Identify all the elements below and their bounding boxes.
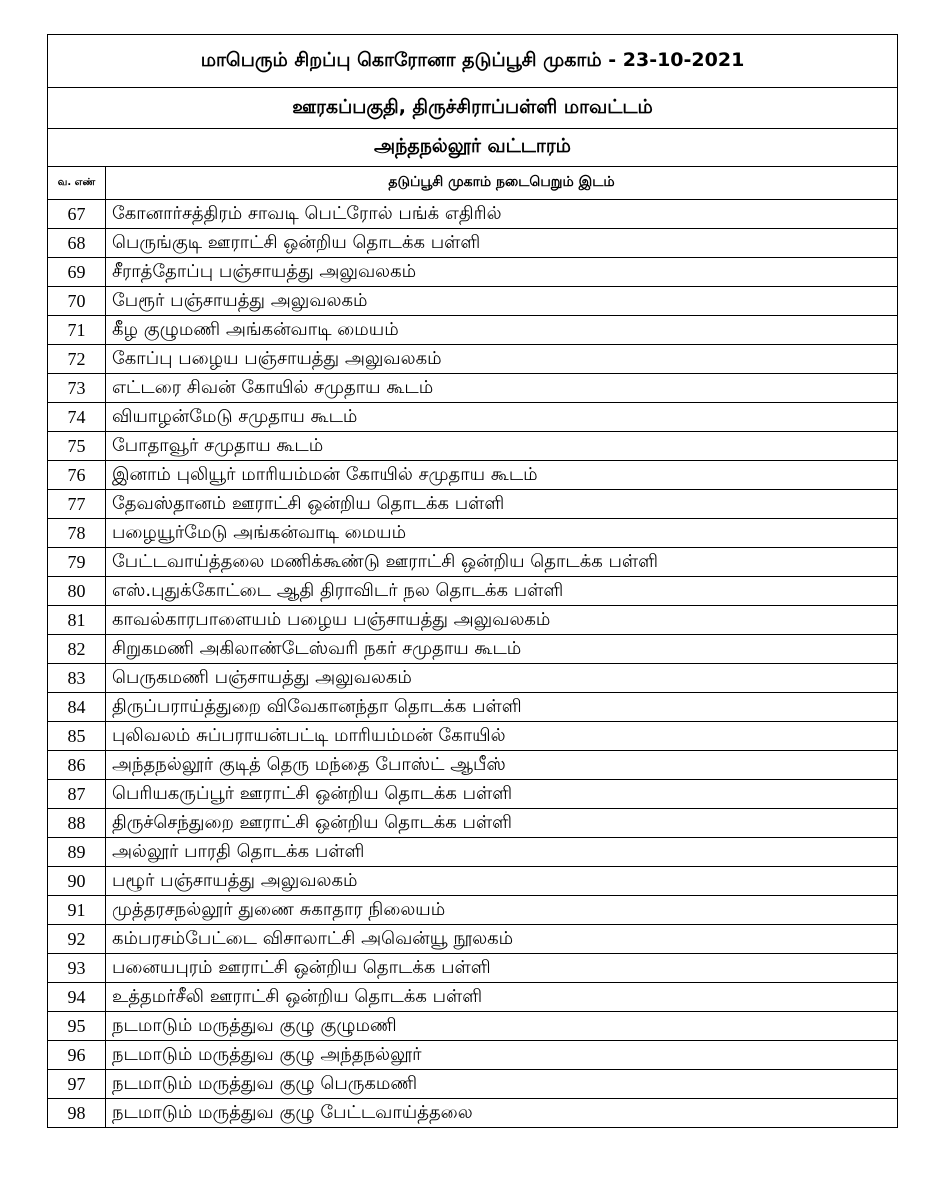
row-place: கீழ குழுமணி அங்கன்வாடி மையம் <box>106 316 898 345</box>
row-number: 70 <box>48 287 106 316</box>
row-place: பெருங்குடி ஊராட்சி ஒன்றிய தொடக்க பள்ளி <box>106 229 898 258</box>
table-row <box>48 548 898 577</box>
row-number: 85 <box>48 722 106 751</box>
table-row <box>48 983 898 1012</box>
row-number: 86 <box>48 751 106 780</box>
table-row <box>48 780 898 809</box>
row-number: 91 <box>48 896 106 925</box>
row-number: 88 <box>48 809 106 838</box>
table-row <box>48 403 898 432</box>
table-row <box>48 606 898 635</box>
row-number: 81 <box>48 606 106 635</box>
row-place: பழையூர்மேடு அங்கன்வாடி மையம் <box>106 519 898 548</box>
table-row <box>48 258 898 287</box>
row-number: 77 <box>48 490 106 519</box>
row-number: 79 <box>48 548 106 577</box>
row-place: கம்பரசம்பேட்டை விசாலாட்சி அவென்யூ நூலகம் <box>106 925 898 954</box>
row-number: 76 <box>48 461 106 490</box>
row-place: திருச்செந்துறை ஊராட்சி ஒன்றிய தொடக்க பள்ளி <box>106 809 898 838</box>
table-row <box>48 693 898 722</box>
table-row <box>48 1070 898 1099</box>
table-row <box>48 200 898 229</box>
row-place: காவல்காரபாளையம் பழைய பஞ்சாயத்து அலுவலகம் <box>106 606 898 635</box>
row-number: 93 <box>48 954 106 983</box>
table-row <box>48 838 898 867</box>
row-place: பெருகமணி பஞ்சாயத்து அலுவலகம் <box>106 664 898 693</box>
column-header-place: தடுப்பூசி முகாம் நடைபெறும் இடம் <box>106 167 898 200</box>
table-row <box>48 1099 898 1128</box>
vaccination-camp-table <box>47 34 898 1128</box>
row-number: 74 <box>48 403 106 432</box>
row-place: அல்லூர் பாரதி தொடக்க பள்ளி <box>106 838 898 867</box>
row-number: 98 <box>48 1099 106 1128</box>
table-row <box>48 577 898 606</box>
row-number: 68 <box>48 229 106 258</box>
row-number: 84 <box>48 693 106 722</box>
block-name: அந்தநல்லூர் வட்டாரம் <box>48 129 898 167</box>
row-number: 90 <box>48 867 106 896</box>
row-place: நடமாடும் மருத்துவ குழு பெருகமணி <box>106 1070 898 1099</box>
row-place: போதாவூர் சமுதாய கூடம் <box>106 432 898 461</box>
row-place: அந்தநல்லூர் குடித் தெரு மந்தை போஸ்ட் ஆபீஸ் <box>106 751 898 780</box>
row-place: பழூர் பஞ்சாயத்து அலுவலகம் <box>106 867 898 896</box>
row-number: 94 <box>48 983 106 1012</box>
table-row <box>48 287 898 316</box>
row-place: எட்டரை சிவன் கோயில் சமுதாய கூடம் <box>106 374 898 403</box>
table-row <box>48 635 898 664</box>
row-number: 67 <box>48 200 106 229</box>
title-row <box>48 35 898 88</box>
row-place: பேரூர் பஞ்சாயத்து அலுவலகம் <box>106 287 898 316</box>
row-number: 69 <box>48 258 106 287</box>
table-row <box>48 490 898 519</box>
document-subtitle: ஊரகப்பகுதி, திருச்சிராப்பள்ளி மாவட்டம் <box>48 88 898 129</box>
row-place: புலிவலம் சுப்பராயன்பட்டி மாரியம்மன் கோயில் <box>106 722 898 751</box>
table-row <box>48 432 898 461</box>
table-row <box>48 519 898 548</box>
row-place: இனாம் புலியூர் மாரியம்மன் கோயில் சமுதாய கூடம் <box>106 461 898 490</box>
table-row <box>48 1041 898 1070</box>
row-number: 80 <box>48 577 106 606</box>
row-place: கோனார்சத்திரம் சாவடி பெட்ரோல் பங்க் எதிரில் <box>106 200 898 229</box>
table-row <box>48 229 898 258</box>
column-header-number: வ. எண் <box>48 167 106 200</box>
table-row <box>48 896 898 925</box>
row-number: 78 <box>48 519 106 548</box>
row-number: 87 <box>48 780 106 809</box>
row-place: நடமாடும் மருத்துவ குழு பேட்டவாய்த்தலை <box>106 1099 898 1128</box>
row-number: 75 <box>48 432 106 461</box>
row-place: திருப்பராய்த்துறை விவேகானந்தா தொடக்க பள்ளி <box>106 693 898 722</box>
table-row <box>48 461 898 490</box>
subtitle-row <box>48 88 898 129</box>
row-place: வியாழன்மேடு சமுதாய கூடம் <box>106 403 898 432</box>
table-row <box>48 345 898 374</box>
row-place: தேவஸ்தானம் ஊராட்சி ஒன்றிய தொடக்க பள்ளி <box>106 490 898 519</box>
table-row <box>48 1012 898 1041</box>
row-number: 82 <box>48 635 106 664</box>
table-row <box>48 867 898 896</box>
row-number: 83 <box>48 664 106 693</box>
table-row <box>48 925 898 954</box>
table-row <box>48 751 898 780</box>
row-place: பெரியகருப்பூர் ஊராட்சி ஒன்றிய தொடக்க பள்ளி <box>106 780 898 809</box>
row-number: 95 <box>48 1012 106 1041</box>
column-header-row <box>48 167 898 200</box>
row-number: 97 <box>48 1070 106 1099</box>
row-place: பேட்டவாய்த்தலை மணிக்கூண்டு ஊராட்சி ஒன்றிய தொடக்க பள்ளி <box>106 548 898 577</box>
row-number: 89 <box>48 838 106 867</box>
table-row <box>48 722 898 751</box>
row-place: நடமாடும் மருத்துவ குழு அந்தநல்லூர் <box>106 1041 898 1070</box>
table-row <box>48 374 898 403</box>
row-number: 96 <box>48 1041 106 1070</box>
row-place: நடமாடும் மருத்துவ குழு குழுமணி <box>106 1012 898 1041</box>
row-number: 92 <box>48 925 106 954</box>
row-place: பனையபுரம் ஊராட்சி ஒன்றிய தொடக்க பள்ளி <box>106 954 898 983</box>
row-place: உத்தமர்சீலி ஊராட்சி ஒன்றிய தொடக்க பள்ளி <box>106 983 898 1012</box>
table-row <box>48 954 898 983</box>
table-row <box>48 664 898 693</box>
row-number: 72 <box>48 345 106 374</box>
document-title: மாபெரும் சிறப்பு கொரோனா தடுப்பூசி முகாம் - 23-10-2021 <box>48 35 898 88</box>
row-place: கோப்பு பழைய பஞ்சாயத்து அலுவலகம் <box>106 345 898 374</box>
row-place: சீராத்தோப்பு பஞ்சாயத்து அலுவலகம் <box>106 258 898 287</box>
table-row <box>48 809 898 838</box>
row-place: சிறுகமணி அகிலாண்டேஸ்வரி நகர் சமுதாய கூடம் <box>106 635 898 664</box>
row-number: 71 <box>48 316 106 345</box>
table-row <box>48 316 898 345</box>
block-row <box>48 129 898 167</box>
row-number: 73 <box>48 374 106 403</box>
row-place: முத்தரசநல்லூர் துணை சுகாதார நிலையம் <box>106 896 898 925</box>
row-place: எஸ்.புதுக்கோட்டை ஆதி திராவிடர் நல தொடக்க பள்ளி <box>106 577 898 606</box>
